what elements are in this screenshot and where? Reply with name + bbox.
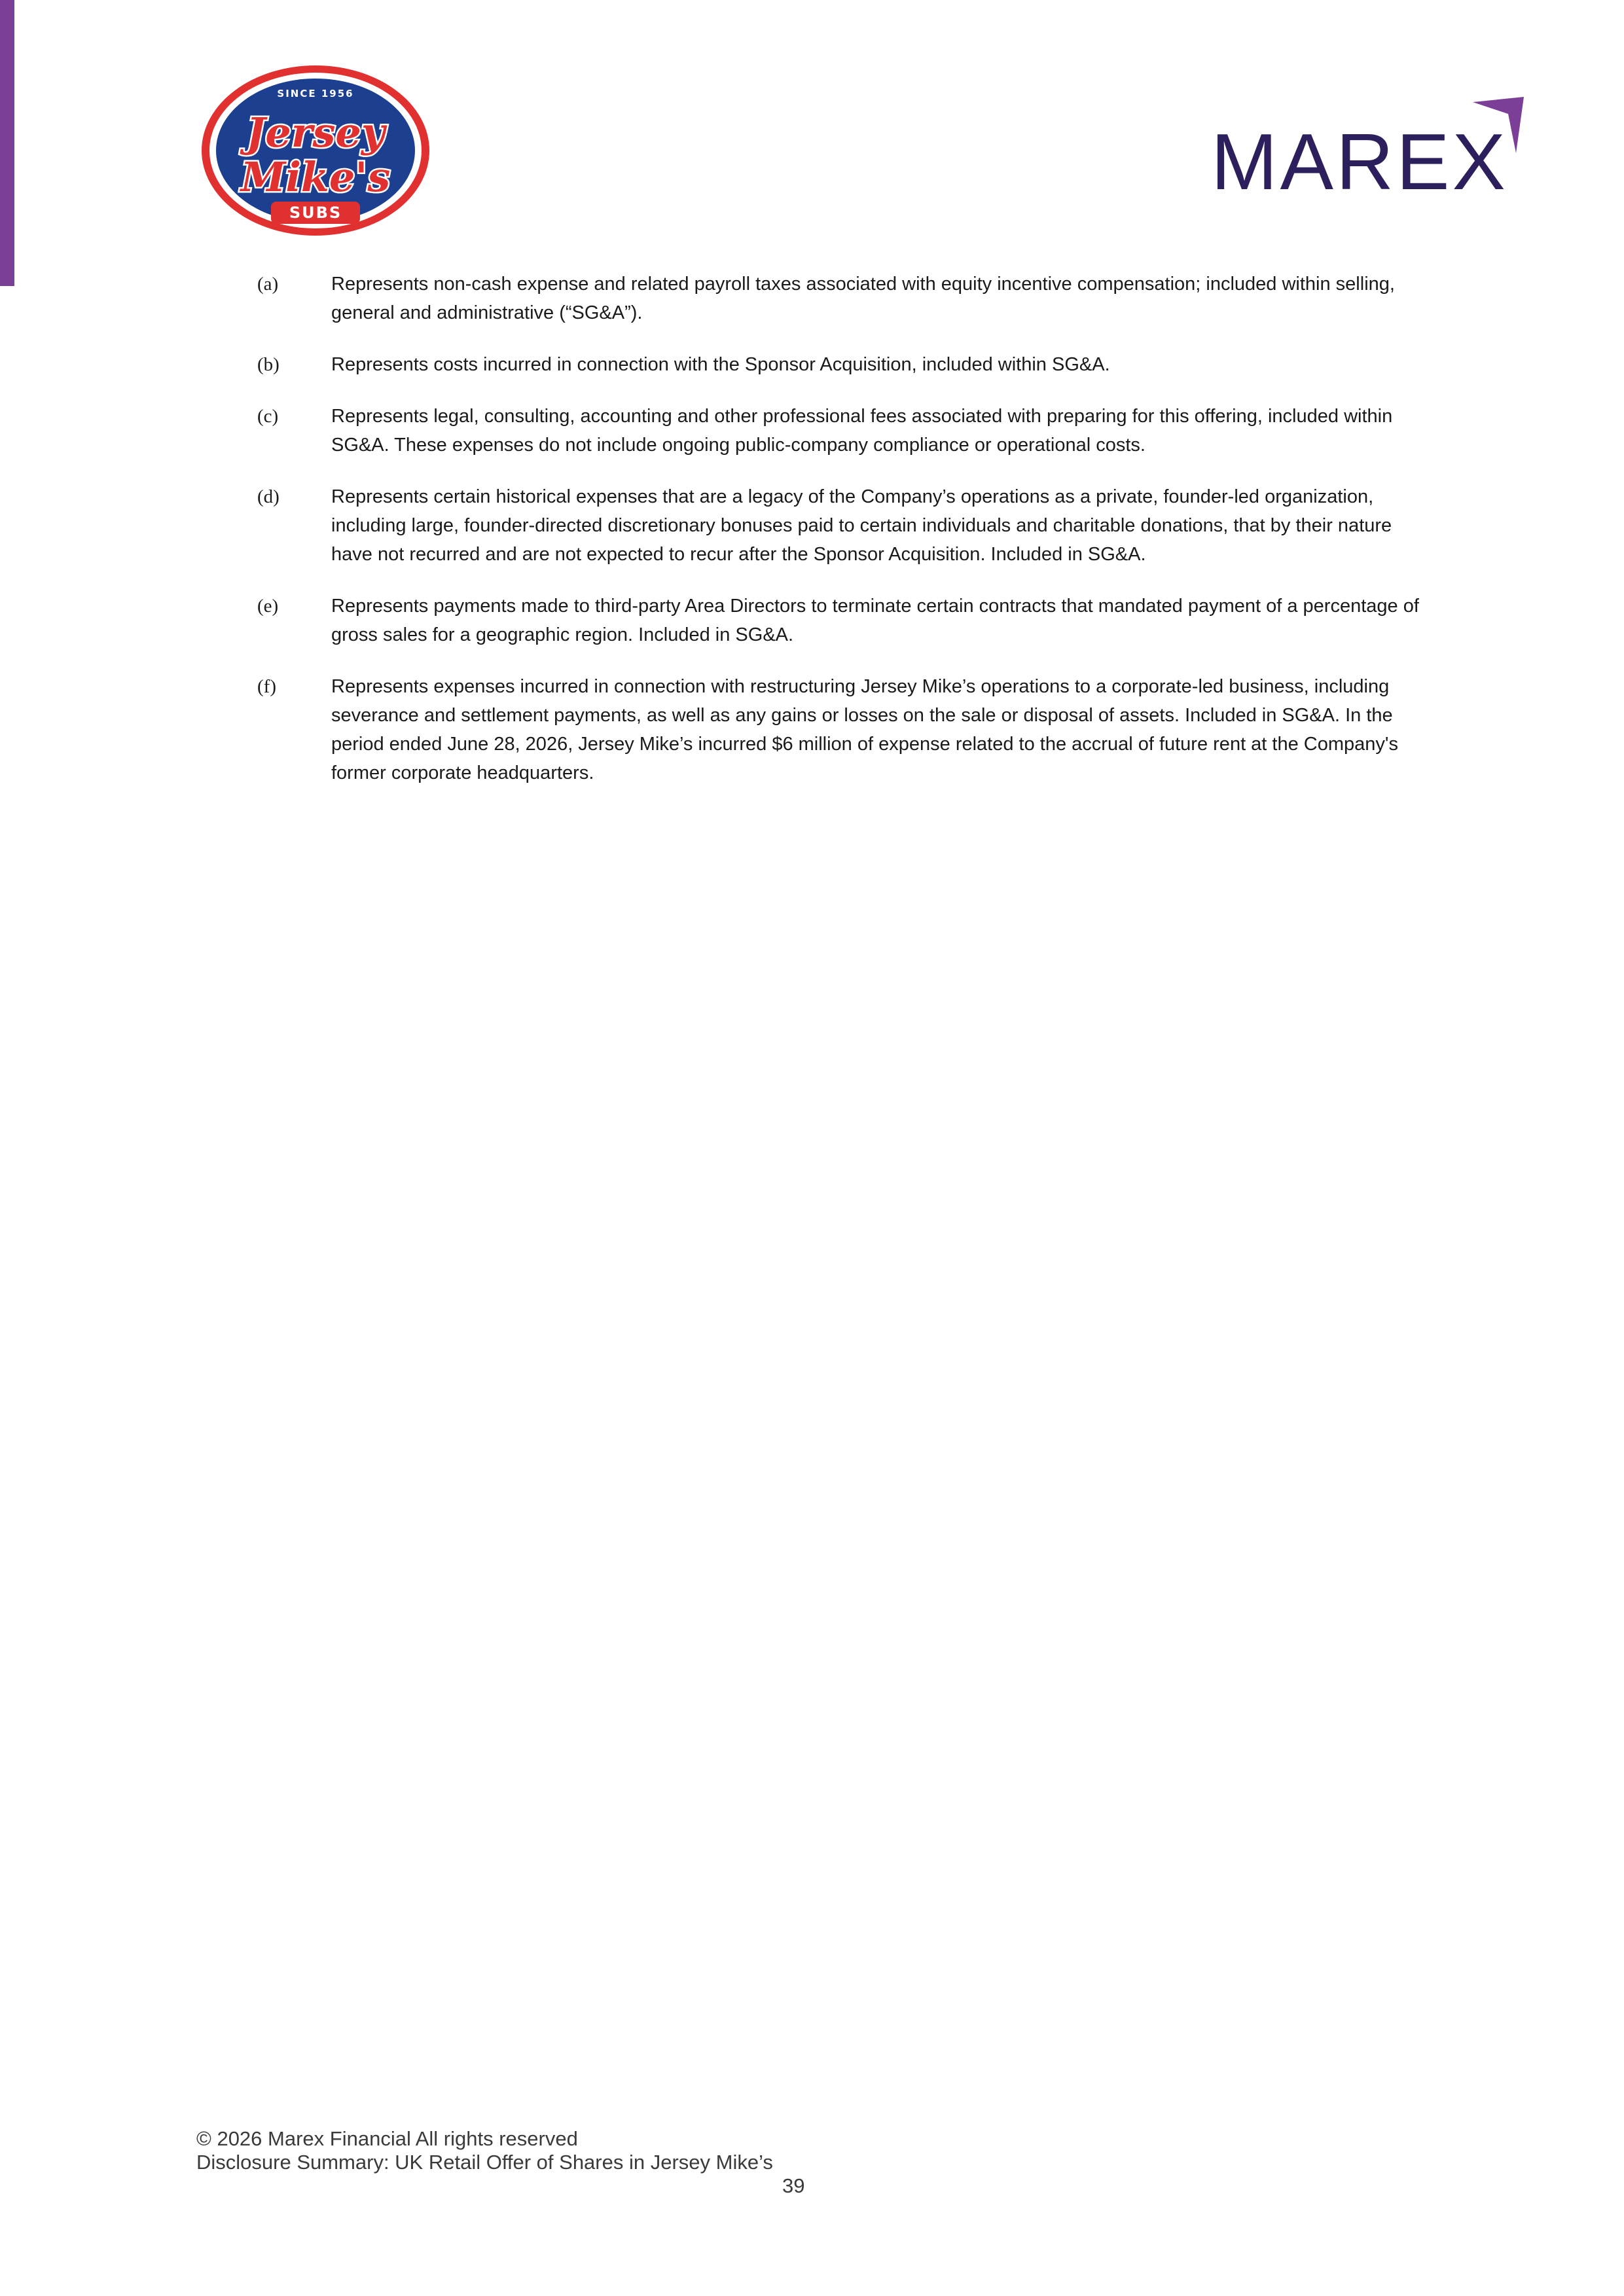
footnote-text: Represents certain historical expenses that are a legacy of the Company’s operations as a private, founder-led organization, including large, founder-directed discretionary bonuses paid to certain individuals and charitable donations, that by their nature have not recurred and are not expected to recur after the Sponsor Acquisition. Included in SG&A.: [331, 486, 1392, 565]
logo-jersey-text: Jersey: [246, 109, 385, 156]
footnote-b: [257, 350, 1435, 379]
footnote-label: (c): [257, 406, 279, 427]
logo-subs-text: SUBS: [289, 204, 342, 222]
footnote-label: (b): [257, 354, 280, 375]
logo-since-text: SINCE 1956: [277, 88, 354, 99]
marex-logo-text: MAREX: [1211, 117, 1508, 206]
footnote-label: (e): [257, 596, 279, 617]
logo-mikes-text: Mike's: [240, 153, 391, 201]
footnote-text: Represents non-cash expense and related payroll taxes associated with equity incentive compensation; included within selling, general and administrative (“SG&A”).: [331, 274, 1395, 323]
marex-logo: [1211, 97, 1525, 206]
footnote-text: Represents costs incurred in connection with the Sponsor Acquisition, included within SG&A.: [331, 354, 1110, 375]
jersey-mikes-logo: [199, 63, 432, 238]
footnote-a: [257, 270, 1435, 327]
footer-copyright: © 2026 Marex Financial All rights reserved: [196, 2127, 578, 2150]
footnote-label: (a): [257, 274, 279, 295]
footnote-text: Represents legal, consulting, accounting and other professional fees associated with preparing for this offering, included within SG&A. These expenses do not include ongoing public-company compliance or operational costs.: [331, 406, 1393, 456]
footnote-e: [257, 592, 1435, 649]
footnote-label: (d): [257, 486, 280, 507]
footnotes-list: [257, 270, 1435, 810]
jersey-mikes-logo-graphic: [199, 63, 432, 238]
footnote-d: [257, 482, 1435, 569]
page-footer: [196, 2127, 851, 2174]
footnote-label: (f): [257, 676, 276, 697]
marex-arrow-icon: [1473, 97, 1525, 156]
footnote-text: Represents payments made to third-party Area Directors to terminate certain contracts that mandated payment of a percentage of gross sales for a geographic region. Included in SG&A.: [331, 596, 1419, 645]
page-number: 39: [782, 2174, 805, 2197]
footnote-text: Represents expenses incurred in connection with restructuring Jersey Mike’s operations to a corporate-led business, including severance and settlement payments, as well as any gains or losses on the sale or disposal of assets. Included in SG&A. In the period ended June 28, 2026, Jersey Mike’s incurred $6 million of expense related to the accrual of future rent at the Company's former corporate headquarters.: [331, 676, 1398, 783]
footnote-f: [257, 672, 1435, 787]
footer-subtitle: Disclosure Summary: UK Retail Offer of Shares in Jersey Mike’s: [196, 2151, 773, 2174]
accent-side-bar: [0, 0, 14, 286]
footnote-c: [257, 402, 1435, 459]
